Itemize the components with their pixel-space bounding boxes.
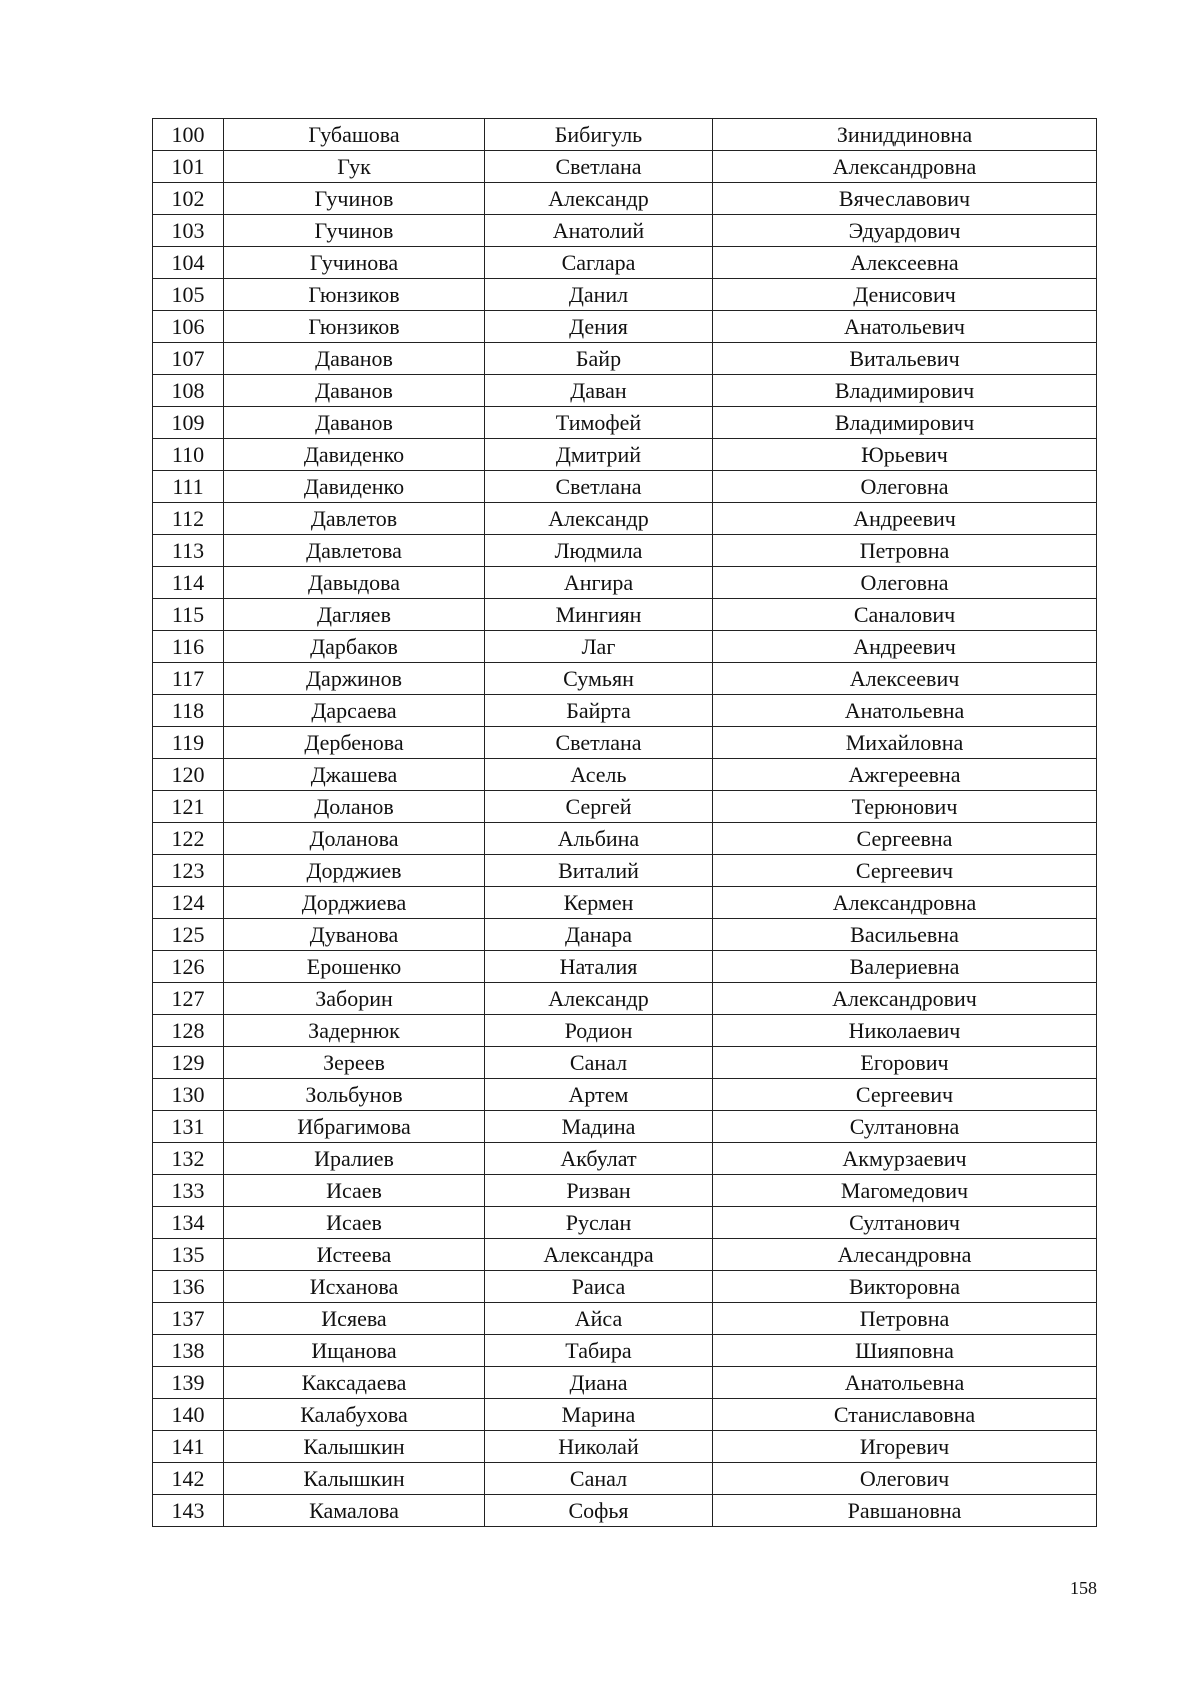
table-row: [153, 1431, 1097, 1463]
table-row: [153, 823, 1097, 855]
first-name-cell: Виталий: [485, 855, 713, 887]
name-list-body: [153, 119, 1097, 1527]
patronymic-cell: Алексеевич: [713, 663, 1097, 695]
row-number-cell: 107: [153, 343, 224, 375]
table-row: [153, 791, 1097, 823]
table-row: [153, 1175, 1097, 1207]
table-row: [153, 567, 1097, 599]
table-row: [153, 1239, 1097, 1271]
table-row: [153, 631, 1097, 663]
last-name-cell: Гучинова: [224, 247, 485, 279]
last-name-cell: Давлетов: [224, 503, 485, 535]
first-name-cell: Кермен: [485, 887, 713, 919]
patronymic-cell: Шияповна: [713, 1335, 1097, 1367]
last-name-cell: Истеева: [224, 1239, 485, 1271]
last-name-cell: Ерошенко: [224, 951, 485, 983]
row-number-cell: 125: [153, 919, 224, 951]
first-name-cell: Данил: [485, 279, 713, 311]
patronymic-cell: Султановна: [713, 1111, 1097, 1143]
row-number-cell: 134: [153, 1207, 224, 1239]
last-name-cell: Джашева: [224, 759, 485, 791]
row-number-cell: 143: [153, 1495, 224, 1527]
last-name-cell: Дорджиева: [224, 887, 485, 919]
patronymic-cell: Султанович: [713, 1207, 1097, 1239]
row-number-cell: 126: [153, 951, 224, 983]
patronymic-cell: Олегович: [713, 1463, 1097, 1495]
first-name-cell: Софья: [485, 1495, 713, 1527]
row-number-cell: 137: [153, 1303, 224, 1335]
row-number-cell: 124: [153, 887, 224, 919]
row-number-cell: 121: [153, 791, 224, 823]
table-row: [153, 951, 1097, 983]
table-row: [153, 1111, 1097, 1143]
last-name-cell: Дербенова: [224, 727, 485, 759]
table-row: [153, 983, 1097, 1015]
patronymic-cell: Анатольевна: [713, 695, 1097, 727]
table-row: [153, 183, 1097, 215]
patronymic-cell: Станиславовна: [713, 1399, 1097, 1431]
first-name-cell: Асель: [485, 759, 713, 791]
table-row: [153, 1047, 1097, 1079]
patronymic-cell: Алексеевна: [713, 247, 1097, 279]
first-name-cell: Сумьян: [485, 663, 713, 695]
last-name-cell: Калышкин: [224, 1463, 485, 1495]
first-name-cell: Светлана: [485, 151, 713, 183]
first-name-cell: Ризван: [485, 1175, 713, 1207]
table-row: [153, 1079, 1097, 1111]
first-name-cell: Бибигуль: [485, 119, 713, 151]
row-number-cell: 138: [153, 1335, 224, 1367]
patronymic-cell: Владимирович: [713, 375, 1097, 407]
last-name-cell: Давиденко: [224, 471, 485, 503]
row-number-cell: 127: [153, 983, 224, 1015]
table-row: [153, 375, 1097, 407]
last-name-cell: Даванов: [224, 407, 485, 439]
table-row: [153, 471, 1097, 503]
last-name-cell: Зольбунов: [224, 1079, 485, 1111]
row-number-cell: 103: [153, 215, 224, 247]
last-name-cell: Дарбаков: [224, 631, 485, 663]
first-name-cell: Айса: [485, 1303, 713, 1335]
row-number-cell: 128: [153, 1015, 224, 1047]
first-name-cell: Саглара: [485, 247, 713, 279]
last-name-cell: Ибрагимова: [224, 1111, 485, 1143]
table-row: [153, 407, 1097, 439]
last-name-cell: Гучинов: [224, 215, 485, 247]
patronymic-cell: Владимирович: [713, 407, 1097, 439]
name-list-table: [152, 118, 1097, 1527]
row-number-cell: 135: [153, 1239, 224, 1271]
row-number-cell: 118: [153, 695, 224, 727]
patronymic-cell: Сергеевна: [713, 823, 1097, 855]
first-name-cell: Руслан: [485, 1207, 713, 1239]
patronymic-cell: Алесандровна: [713, 1239, 1097, 1271]
row-number-cell: 131: [153, 1111, 224, 1143]
first-name-cell: Артем: [485, 1079, 713, 1111]
last-name-cell: Зереев: [224, 1047, 485, 1079]
patronymic-cell: Васильевна: [713, 919, 1097, 951]
table-row: [153, 1335, 1097, 1367]
row-number-cell: 119: [153, 727, 224, 759]
patronymic-cell: Петровна: [713, 1303, 1097, 1335]
last-name-cell: Калабухова: [224, 1399, 485, 1431]
row-number-cell: 114: [153, 567, 224, 599]
last-name-cell: Даванов: [224, 343, 485, 375]
table-row: [153, 439, 1097, 471]
row-number-cell: 117: [153, 663, 224, 695]
row-number-cell: 142: [153, 1463, 224, 1495]
first-name-cell: Акбулат: [485, 1143, 713, 1175]
last-name-cell: Даванов: [224, 375, 485, 407]
row-number-cell: 102: [153, 183, 224, 215]
row-number-cell: 100: [153, 119, 224, 151]
table-row: [153, 1399, 1097, 1431]
patronymic-cell: Игоревич: [713, 1431, 1097, 1463]
last-name-cell: Доланова: [224, 823, 485, 855]
patronymic-cell: Андреевич: [713, 503, 1097, 535]
row-number-cell: 113: [153, 535, 224, 567]
first-name-cell: Наталия: [485, 951, 713, 983]
patronymic-cell: Олеговна: [713, 567, 1097, 599]
row-number-cell: 133: [153, 1175, 224, 1207]
last-name-cell: Дуванова: [224, 919, 485, 951]
table-row: [153, 855, 1097, 887]
first-name-cell: Родион: [485, 1015, 713, 1047]
last-name-cell: Дарсаева: [224, 695, 485, 727]
first-name-cell: Сергей: [485, 791, 713, 823]
last-name-cell: Давыдова: [224, 567, 485, 599]
last-name-cell: Исяева: [224, 1303, 485, 1335]
last-name-cell: Губашова: [224, 119, 485, 151]
first-name-cell: Людмила: [485, 535, 713, 567]
first-name-cell: Байрта: [485, 695, 713, 727]
patronymic-cell: Саналович: [713, 599, 1097, 631]
last-name-cell: Давлетова: [224, 535, 485, 567]
last-name-cell: Гюнзиков: [224, 279, 485, 311]
row-number-cell: 141: [153, 1431, 224, 1463]
last-name-cell: Дорджиев: [224, 855, 485, 887]
first-name-cell: Дмитрий: [485, 439, 713, 471]
table-row: [153, 1367, 1097, 1399]
patronymic-cell: Денисович: [713, 279, 1097, 311]
table-row: [153, 599, 1097, 631]
first-name-cell: Светлана: [485, 727, 713, 759]
last-name-cell: Исаев: [224, 1207, 485, 1239]
patronymic-cell: Александрович: [713, 983, 1097, 1015]
first-name-cell: Лаг: [485, 631, 713, 663]
row-number-cell: 130: [153, 1079, 224, 1111]
patronymic-cell: Петровна: [713, 535, 1097, 567]
patronymic-cell: Ажгереевна: [713, 759, 1097, 791]
patronymic-cell: Валериевна: [713, 951, 1097, 983]
row-number-cell: 111: [153, 471, 224, 503]
patronymic-cell: Сергеевич: [713, 1079, 1097, 1111]
first-name-cell: Мадина: [485, 1111, 713, 1143]
patronymic-cell: Юрьевич: [713, 439, 1097, 471]
last-name-cell: Исханова: [224, 1271, 485, 1303]
table-row: [153, 1015, 1097, 1047]
table-row: [153, 503, 1097, 535]
last-name-cell: Доланов: [224, 791, 485, 823]
row-number-cell: 123: [153, 855, 224, 887]
row-number-cell: 105: [153, 279, 224, 311]
table-row: [153, 1495, 1097, 1527]
row-number-cell: 129: [153, 1047, 224, 1079]
table-row: [153, 119, 1097, 151]
table-row: [153, 759, 1097, 791]
first-name-cell: Мингиян: [485, 599, 713, 631]
first-name-cell: Дения: [485, 311, 713, 343]
last-name-cell: Ищанова: [224, 1335, 485, 1367]
first-name-cell: Светлана: [485, 471, 713, 503]
patronymic-cell: Магомедович: [713, 1175, 1097, 1207]
first-name-cell: Александра: [485, 1239, 713, 1271]
first-name-cell: Диана: [485, 1367, 713, 1399]
table-row: [153, 1271, 1097, 1303]
patronymic-cell: Зиниддиновна: [713, 119, 1097, 151]
patronymic-cell: Равшановна: [713, 1495, 1097, 1527]
first-name-cell: Альбина: [485, 823, 713, 855]
patronymic-cell: Михайловна: [713, 727, 1097, 759]
table-row: [153, 215, 1097, 247]
first-name-cell: Санал: [485, 1047, 713, 1079]
row-number-cell: 136: [153, 1271, 224, 1303]
first-name-cell: Ангира: [485, 567, 713, 599]
table-row: [153, 887, 1097, 919]
patronymic-cell: Анатольевич: [713, 311, 1097, 343]
last-name-cell: Камалова: [224, 1495, 485, 1527]
first-name-cell: Санал: [485, 1463, 713, 1495]
patronymic-cell: Анатольевна: [713, 1367, 1097, 1399]
patronymic-cell: Андреевич: [713, 631, 1097, 663]
last-name-cell: Давиденко: [224, 439, 485, 471]
table-row: [153, 695, 1097, 727]
table-row: [153, 311, 1097, 343]
table-row: [153, 535, 1097, 567]
patronymic-cell: Терюнович: [713, 791, 1097, 823]
row-number-cell: 132: [153, 1143, 224, 1175]
last-name-cell: Дагляев: [224, 599, 485, 631]
row-number-cell: 116: [153, 631, 224, 663]
last-name-cell: Даржинов: [224, 663, 485, 695]
patronymic-cell: Олеговна: [713, 471, 1097, 503]
patronymic-cell: Витальевич: [713, 343, 1097, 375]
row-number-cell: 108: [153, 375, 224, 407]
first-name-cell: Марина: [485, 1399, 713, 1431]
patronymic-cell: Эдуардович: [713, 215, 1097, 247]
table-row: [153, 663, 1097, 695]
first-name-cell: Даван: [485, 375, 713, 407]
row-number-cell: 104: [153, 247, 224, 279]
table-row: [153, 727, 1097, 759]
first-name-cell: Тимофей: [485, 407, 713, 439]
first-name-cell: Анатолий: [485, 215, 713, 247]
row-number-cell: 112: [153, 503, 224, 535]
patronymic-cell: Егорович: [713, 1047, 1097, 1079]
table-row: [153, 1463, 1097, 1495]
row-number-cell: 109: [153, 407, 224, 439]
row-number-cell: 115: [153, 599, 224, 631]
patronymic-cell: Александровна: [713, 887, 1097, 919]
last-name-cell: Исаев: [224, 1175, 485, 1207]
row-number-cell: 120: [153, 759, 224, 791]
last-name-cell: Гюнзиков: [224, 311, 485, 343]
last-name-cell: Иралиев: [224, 1143, 485, 1175]
patronymic-cell: Сергеевич: [713, 855, 1097, 887]
first-name-cell: Александр: [485, 983, 713, 1015]
first-name-cell: Раиса: [485, 1271, 713, 1303]
table-row: [153, 279, 1097, 311]
first-name-cell: Байр: [485, 343, 713, 375]
table-row: [153, 151, 1097, 183]
first-name-cell: Табира: [485, 1335, 713, 1367]
row-number-cell: 101: [153, 151, 224, 183]
patronymic-cell: Акмурзаевич: [713, 1143, 1097, 1175]
table-row: [153, 1303, 1097, 1335]
last-name-cell: Гук: [224, 151, 485, 183]
first-name-cell: Александр: [485, 183, 713, 215]
table-row: [153, 247, 1097, 279]
last-name-cell: Заборин: [224, 983, 485, 1015]
table-row: [153, 919, 1097, 951]
last-name-cell: Каксадаева: [224, 1367, 485, 1399]
last-name-cell: Калышкин: [224, 1431, 485, 1463]
row-number-cell: 106: [153, 311, 224, 343]
first-name-cell: Александр: [485, 503, 713, 535]
row-number-cell: 140: [153, 1399, 224, 1431]
page-number: 158: [1070, 1578, 1097, 1598]
row-number-cell: 122: [153, 823, 224, 855]
row-number-cell: 139: [153, 1367, 224, 1399]
table-row: [153, 1143, 1097, 1175]
last-name-cell: Гучинов: [224, 183, 485, 215]
table-row: [153, 1207, 1097, 1239]
patronymic-cell: Александровна: [713, 151, 1097, 183]
row-number-cell: 110: [153, 439, 224, 471]
last-name-cell: Задернюк: [224, 1015, 485, 1047]
patronymic-cell: Викторовна: [713, 1271, 1097, 1303]
table-row: [153, 343, 1097, 375]
patronymic-cell: Николаевич: [713, 1015, 1097, 1047]
first-name-cell: Данара: [485, 919, 713, 951]
patronymic-cell: Вячеславович: [713, 183, 1097, 215]
first-name-cell: Николай: [485, 1431, 713, 1463]
